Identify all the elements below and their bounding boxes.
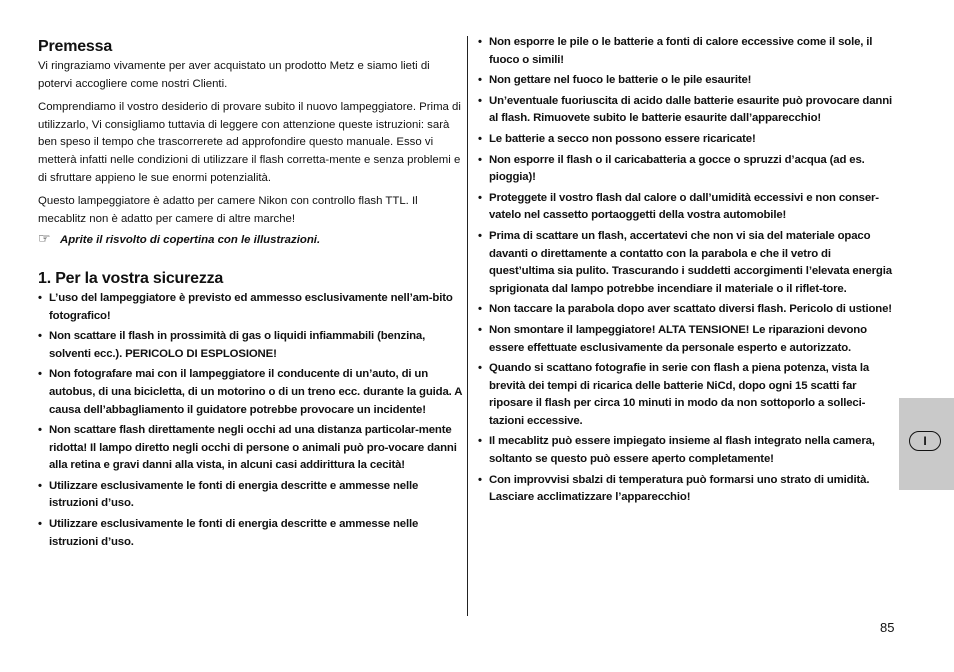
list-item: • Non scattare il flash in prossimità di gas o liquidi infiammabili (benzina, solventi ecc.). PERICOLO DI ESPLOSIONE!: [38, 330, 426, 360]
list-item: • L’uso del lampeggiatore è previsto ed ammesso esclusivamente nell’am-bito fotografico!: [38, 291, 453, 322]
list-item: • Non esporre il flash o il caricabatteria a gocce o spruzzi d’acqua (ad es. pioggia)!: [478, 153, 865, 184]
bullet-icon: •: [38, 368, 42, 381]
list-item: • Non gettare nel fuoco le batterie o le pile esaurite!: [478, 72, 898, 90]
bullet-icon: •: [478, 323, 482, 336]
bullet-icon: •: [478, 303, 482, 316]
language-badge: I: [909, 431, 941, 451]
bullet-icon: •: [38, 424, 42, 437]
bullet-icon: •: [478, 36, 482, 48]
pointing-hand-icon: ☞: [38, 230, 51, 247]
cover-hint: [38, 230, 462, 250]
bullet-icon: •: [478, 153, 482, 166]
language-tab: [899, 398, 954, 490]
premessa-heading: Premessa: [38, 38, 113, 55]
page-number: 85: [880, 620, 895, 635]
column-divider: [467, 36, 468, 616]
list-item: • Non fotografare mai con il lampeggiatore il conducente di un’auto, di un autobus, di una bicicletta, di un motorino o di un treno ecc. durante la guida. A causa dell’abbagliamento il guidatore potrebbe provocare un incidente!: [38, 368, 462, 416]
bullet-icon: •: [478, 473, 482, 486]
list-item: • Prima di scattare un flash, accertatevi che non vi sia del materiale opaco davanti o direttamente a contatto con la parabola e che il vetro di quest’ultima sia pulito. Trascurando i suddetti accorgimenti l’elevata energia sprigionata dal lampo potrebbe incendiare il materiale o il riflet-tore.: [478, 229, 892, 295]
list-item: • Il mecablitz può essere impiegato insieme al flash integrato nella camera, soltanto se questo può essere aperto completamente!: [478, 435, 875, 466]
list-item: • Utilizzare esclusivamente le fonti di energia descritte e ammesse nelle istruzioni d’uso.: [38, 479, 419, 510]
list-item: • Le batterie a secco non possono essere ricaricate!: [478, 131, 898, 149]
bullet-icon: •: [38, 479, 42, 492]
bullet-icon: •: [478, 74, 482, 87]
list-item: • Non smontare il lampeggiatore! ALTA TENSIONE! Le riparazioni devono essere effettuate esclusivamente da personale esperto e autorizzato.: [478, 323, 867, 354]
bullet-icon: •: [478, 132, 482, 145]
safety-heading: 1. Per la vostra sicurezza: [38, 269, 224, 287]
intro-paragraph-2: Comprendiamo il vostro desiderio di provare subito il nuovo lampeggiatore. Prima di utilizzarlo, Vi consigliamo tuttavia di leggere con attenzione queste istruzioni: sarà ben speso il tempo che trascorrerete ad approfondire questo manuale. Esso vi metterà infatti nelle condizioni di utilizzare il flash corretta-mente e senza problemi e di sfruttare appieno le sue enormi potenzialità.: [38, 101, 461, 184]
list-item: • Utilizzare esclusivamente le fonti di energia descritte e ammesse nelle istruzioni d’uso.: [38, 518, 419, 548]
list-item: • Non esporre le pile o le batterie a fonti di calore eccessive come il sole, il fuoco o simili!: [478, 36, 873, 66]
list-item: • Non scattare flash direttamente negli occhi ad una distanza particolar-mente ridotta! Il lampo diretto negli occhi di persone o animali può pro-vocare danni alla retina e gravi danni alla vista, in alcuni casi addirittura la cecità!: [38, 424, 457, 472]
right-column: [478, 34, 898, 510]
bullet-icon: •: [38, 330, 42, 343]
bullet-icon: •: [478, 362, 482, 375]
list-item: • Un’eventuale fuoriuscita di acido dalle batterie esaurite può provocare danni al flash. Rimuovete subito le batterie esaurite dall’apparecchio!: [478, 94, 893, 125]
bullet-icon: •: [478, 229, 482, 242]
safety-list-right: [478, 34, 898, 507]
bullet-icon: •: [38, 518, 42, 531]
bullet-icon: •: [478, 435, 482, 448]
safety-list-left: [38, 290, 462, 551]
bullet-icon: •: [478, 191, 482, 204]
left-column: [38, 36, 462, 554]
list-item: • Con improvvisi sbalzi di temperatura può formarsi uno strato di umidità. Lasciare acclimatizzare l’apparecchio!: [478, 473, 870, 504]
intro-paragraph-3: Questo lampeggiatore è adatto per camere Nikon con controllo flash TTL. Il mecablitz non è adatto per camere di altre marche!: [38, 195, 418, 225]
intro-paragraph-1: Vi ringraziamo vivamente per aver acquistato un prodotto Metz e siamo lieti di potervi accogliere come nostri Clienti.: [38, 60, 430, 90]
cover-hint-text: Aprite il risvolto di copertina con le illustrazioni.: [60, 234, 321, 247]
list-item: • Quando si scattano fotografie in serie con flash a piena potenza, vista la brevità dei tempi di ricarica delle batterie NiCd, dopo ogni 15 scatti far riposare il flash per circa 10 minuti in modo da non sottoporlo a solleci-tazioni eccessive.: [478, 362, 870, 427]
list-item: • Proteggete il vostro flash dal calore o dall’umidità eccessivi e non conser-vatelo nel cassetto portaoggetti della vostra automobile!: [478, 191, 879, 222]
bullet-icon: •: [478, 94, 482, 107]
list-item: • Non taccare la parabola dopo aver scattato diversi flash. Pericolo di ustione!: [478, 301, 898, 319]
bullet-icon: •: [38, 291, 42, 304]
